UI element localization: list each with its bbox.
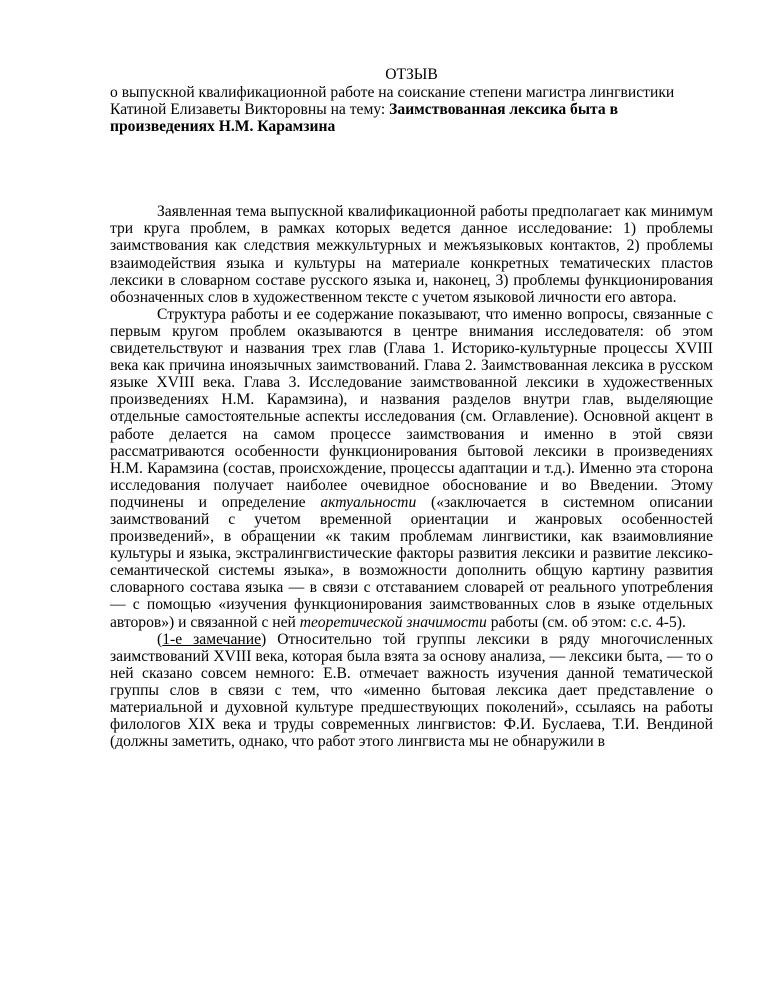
paragraph-2-text-a: Структура работы и ее содержание показывают, что именно вопросы, связанные с первым кругом проблем оказываются в центре внимания исследователя: об этом свидетельствуют и названия трех глав (Глава 1. Историко-культурные процессы XVIII века как причина иноязычных заимствований. Глава 2. Заимствованная лексика в русском языке XVIII века. Глава 3. Исследование заимствованной лексики в художественных произведениях Н.М. Карамзина), и названия разделов внутри глав, выделяющие отдельные самостоятельные аспекты исследования (см. Оглавление). Основной акцент в работе делается на самом процессе заимствования и именно в этой связи рассматриваются особенности функционирования бытовой лексики в произведениях Н.М. Карамзина (состав, происхождение, процессы адаптации и т.д.). Именно эта сторона исследования получает наиболее очевидное обоснование и во Введении. Этому подчинены и определение bbox=[110, 305, 713, 511]
term-relevance: актуальности bbox=[320, 493, 417, 511]
review-body bbox=[110, 203, 713, 750]
term-theoretical-significance: теоретической значимости bbox=[299, 613, 487, 631]
paragraph-3 bbox=[110, 631, 713, 751]
remark-label: 1-е замечание bbox=[162, 630, 261, 648]
document-title: ОТЗЫВ bbox=[385, 66, 438, 83]
paragraph-3-text: ) Относительно той группы лексики в ряду многочисленных заимствований XVIII века, которая была взята за основу анализа, — лексики быта, — то о ней сказано совсем немного: Е.В. отмечает важность изучения данной тематической группы слов в связи с тем, что «именно бытовая лексика дает представление о материальной и духовной культуре предшествующих поколений», ссылаясь на работы филологов XIX века и труды современных лингвистов: Ф.И. Буслаева, Т.И. Вендиной (должны заметить, однако, что работ этого лингвиста мы не обнаружили в bbox=[110, 630, 714, 751]
thesis-topic: Заимствованная лексика быта в произведениях Н.М. Карамзина bbox=[110, 101, 618, 136]
paragraph-3-open-paren: ( bbox=[157, 630, 163, 648]
paragraph-2-text-c: работы (см. об этом: с.с. 4-5). bbox=[486, 613, 686, 631]
document-subtitle bbox=[110, 84, 713, 135]
paragraph-2-text-b: («заключается в системном описании заимствований с учетом временной ориентации и жанровых особенностей произведений», в обращении «к таким проблемам лингвистики, как взаимовлияние культуры и языка, экстралингвистические факторы развития лексики и развитие лексико-семантической системы языка», в возможности дополнить общую картину развития словарного состава языка — в связи с отставанием словарей от реального употребления — с помощью «изучения функционирования заимствованных слов в языке отдельных авторов») и связанной с ней bbox=[110, 493, 713, 631]
document-page bbox=[110, 66, 713, 750]
paragraph-1: Заявленная тема выпускной квалификационной работы предполагает как минимум три круга проблем, в рамках которых ведется данное исследование: 1) проблемы заимствования как следствия межкультурных и межъязыковых контактов, 2) проблемы взаимодействия языка и культуры на материале конкретных тематических пластов лексики в словарном составе русского языка и, наконец, 3) проблемы функционирования обозначенных слов в художественном тексте с учетом языковой личности его автора. bbox=[110, 203, 713, 306]
subtitle-text: о выпускной квалификационной работе на соискание степени магистра лингвистики Катиной Елизаветы Викторовны на тему: bbox=[110, 84, 675, 119]
paragraph-2 bbox=[110, 306, 713, 631]
